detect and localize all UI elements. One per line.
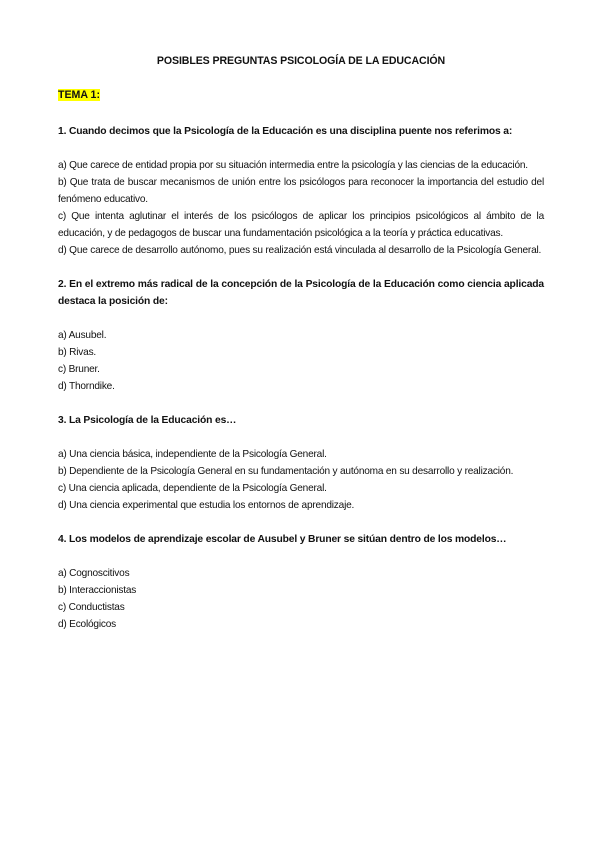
- option-3a: a) Una ciencia básica, independiente de la Psicología General.: [58, 449, 327, 460]
- option-2c: c) Bruner.: [58, 364, 100, 375]
- question-1: 1. Cuando decimos que la Psicología de la Educación es una disciplina puente nos referimos a:: [58, 126, 513, 137]
- option-4d: d) Ecológicos: [58, 619, 116, 630]
- option-1c: c) Que intenta aglutinar el interés de los psicólogos de aplicar los principios psicológicos al ámbito de la educación, y de pedagogos de buscar una fundamentación psicológica a la teoría y práctica educativas.: [58, 211, 544, 239]
- option-1d: d) Que carece de desarrollo autónomo, pues su realización está vinculada al desarrollo de la Psicología General.: [58, 245, 542, 256]
- option-1a: a) Que carece de entidad propia por su situación intermedia entre la psicología y las ciencias de la educación.: [58, 160, 528, 171]
- document-body: [58, 55, 544, 650]
- option-2b: b) Rivas.: [58, 347, 97, 358]
- question-1-options: [58, 157, 544, 259]
- question-2-options: [58, 327, 544, 395]
- option-3d: d) Una ciencia experimental que estudia los entornos de aprendizaje.: [58, 500, 355, 511]
- question-4: 4. Los modelos de aprendizaje escolar de Ausubel y Bruner se sitúan dentro de los modelos…: [58, 534, 507, 545]
- option-4c: c) Conductistas: [58, 602, 125, 613]
- section-heading-highlight: TEMA 1:: [58, 89, 100, 101]
- option-2d: d) Thorndike.: [58, 381, 115, 392]
- question-3-options: [58, 446, 544, 514]
- option-3c: c) Una ciencia aplicada, dependiente de la Psicología General.: [58, 483, 327, 494]
- question-2: 2. En el extremo más radical de la concepción de la Psicología de la Educación como ciencia aplicada destaca la posición de:: [58, 279, 544, 307]
- section-heading: [58, 89, 544, 101]
- option-3b: b) Dependiente de la Psicología General en su fundamentación y autónoma en su desarrollo y realización.: [58, 466, 514, 477]
- option-1b: b) Que trata de buscar mecanismos de unión entre los psicólogos para reconocer la importancia del estudio del fenómeno educativo.: [58, 177, 544, 205]
- document-title: POSIBLES PREGUNTAS PSICOLOGÍA DE LA EDUCACIÓN: [156, 55, 446, 67]
- question-4-options: [58, 565, 544, 633]
- option-4b: b) Interaccionistas: [58, 585, 137, 596]
- option-4a: a) Cognoscitivos: [58, 568, 130, 579]
- option-2a: a) Ausubel.: [58, 330, 107, 341]
- question-3: 3. La Psicología de la Educación es…: [58, 415, 237, 426]
